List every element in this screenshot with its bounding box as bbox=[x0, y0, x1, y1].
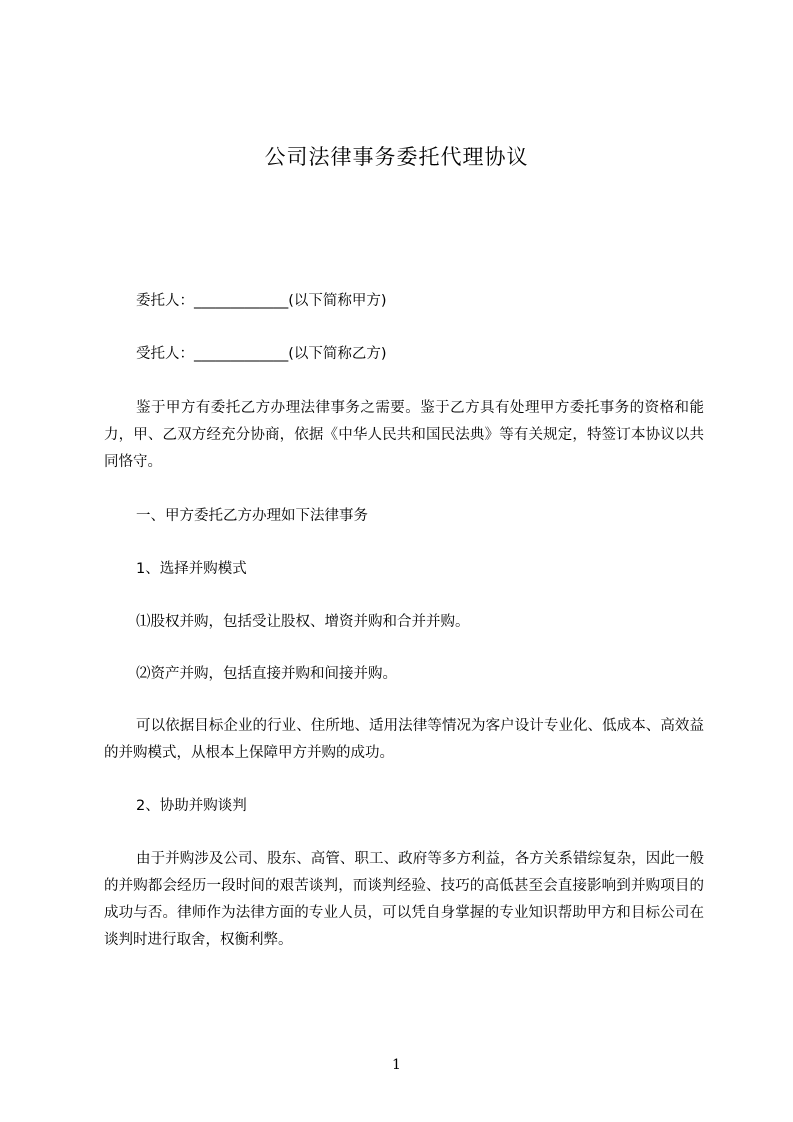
item-2-heading: 2、协助并购谈判 bbox=[136, 798, 247, 814]
item-1-heading: 1、选择并购模式 bbox=[136, 561, 247, 577]
item-2-paragraph: 由于并购涉及公司、股东、高管、职工、政府等多方利益，各方关系错综复杂，因此一般的并购都会经历一段时间的艰苦谈判，而谈判经验、技巧的高低甚至会直接影响到并购项目的成功与否。律师作为法律方面的专业人员，可以凭自身掌握的专业知识帮助甲方和目标公司在谈判时进行取舍，权衡利弊。 bbox=[104, 851, 704, 948]
item-1-paragraph: 可以依据目标企业的行业、住所地、适用法律等情况为客户设计专业化、低成本、高效益的并购模式，从根本上保障甲方并购的成功。 bbox=[104, 718, 704, 761]
document-title: 公司法律事务委托代理协议 bbox=[264, 145, 529, 169]
page-number: 1 bbox=[392, 1057, 401, 1073]
agent-line: 受托人：_____________(以下简称乙方) bbox=[136, 346, 387, 362]
intro-paragraph: 鉴于甲方有委托乙方办理法律事务之需要。鉴于乙方具有处理甲方委托事务的资格和能力，甲、乙双方经充分协商，依据《中华人民共和国民法典》等有关规定，特签订本协议以共同恪守。 bbox=[104, 400, 704, 470]
client-line: 委托人：_____________(以下简称甲方) bbox=[136, 293, 387, 309]
item-1-sub-1: ⑴股权并购，包括受让股权、增资并购和合并并购。 bbox=[136, 614, 470, 630]
item-1-sub-2: ⑵资产并购，包括直接并购和间接并购。 bbox=[136, 666, 397, 682]
section-1-heading: 一、甲方委托乙方办理如下法律事务 bbox=[136, 508, 368, 524]
